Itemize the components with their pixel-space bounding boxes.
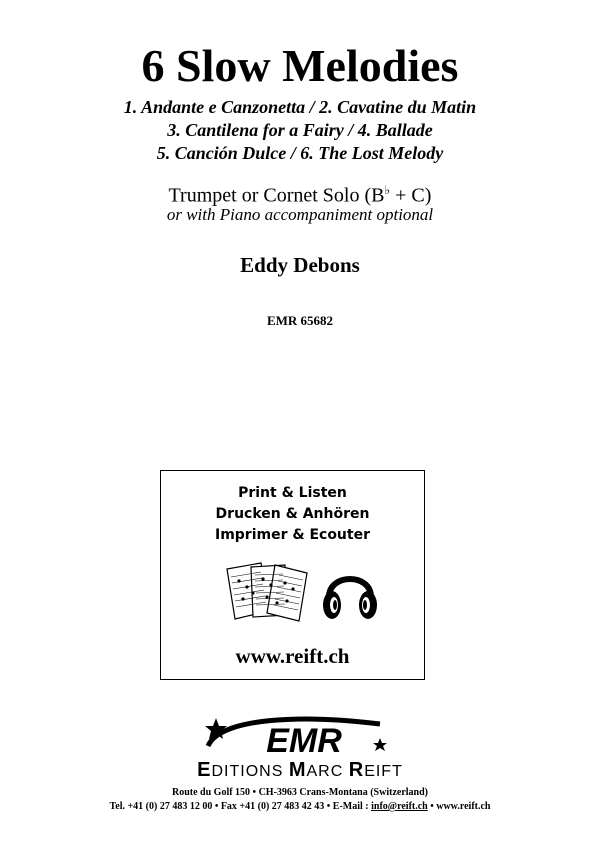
headphones-icon	[321, 561, 379, 623]
publisher-contact	[0, 800, 600, 813]
publisher-initial: R	[348, 759, 365, 781]
website-url[interactable]: www.reift.ch	[235, 644, 350, 668]
promo-line: Imprimer & Ecouter	[214, 527, 370, 543]
promo-icons	[161, 559, 424, 625]
logo-letters: EMR	[266, 722, 342, 760]
instrumentation-text: Trumpet or Cornet Solo (B	[168, 184, 385, 207]
contact-website: • www.reift.ch	[427, 801, 491, 812]
sheet-music-icon	[223, 559, 315, 625]
publisher-word: DITIONS	[211, 763, 289, 780]
flat-symbol: ♭	[384, 183, 391, 197]
promo-box	[160, 470, 425, 680]
page-title: 6 Slow Melodies	[141, 40, 459, 91]
catalog-number: EMR 65682	[266, 313, 334, 328]
emr-logo-icon	[190, 712, 410, 762]
piece-line: 5. Canción Dulce / 6. The Lost Melody	[156, 143, 444, 163]
instrumentation-text-end: + C)	[390, 184, 432, 207]
piece-list	[0, 96, 600, 165]
publisher-initial: M	[288, 759, 307, 781]
publisher-name	[0, 758, 600, 784]
accompaniment-note: or with Piano accompaniment optional	[166, 205, 434, 224]
piece-line: 1. Andante e Canzonetta / 2. Cavatine du Matin	[123, 97, 477, 117]
composer-name: Eddy Debons	[240, 253, 360, 277]
promo-lines	[161, 483, 424, 546]
contact-phone-fax: Tel. +41 (0) 27 483 12 00 • Fax +41 (0) 27 483 42 43 • E-Mail :	[109, 801, 372, 812]
email-link[interactable]: info@reift.ch	[371, 801, 428, 812]
promo-line: Print & Listen	[238, 485, 347, 501]
piece-line: 3. Cantilena for a Fairy / 4. Ballade	[167, 120, 433, 140]
publisher-word: EIFT	[364, 763, 403, 780]
publisher-word: ARC	[306, 763, 349, 780]
promo-line: Drucken & Anhören	[215, 506, 370, 522]
publisher-initial: E	[197, 759, 212, 781]
publisher-address: Route du Golf 150 • CH-3963 Crans-Montana (Switzerland)	[172, 787, 428, 798]
